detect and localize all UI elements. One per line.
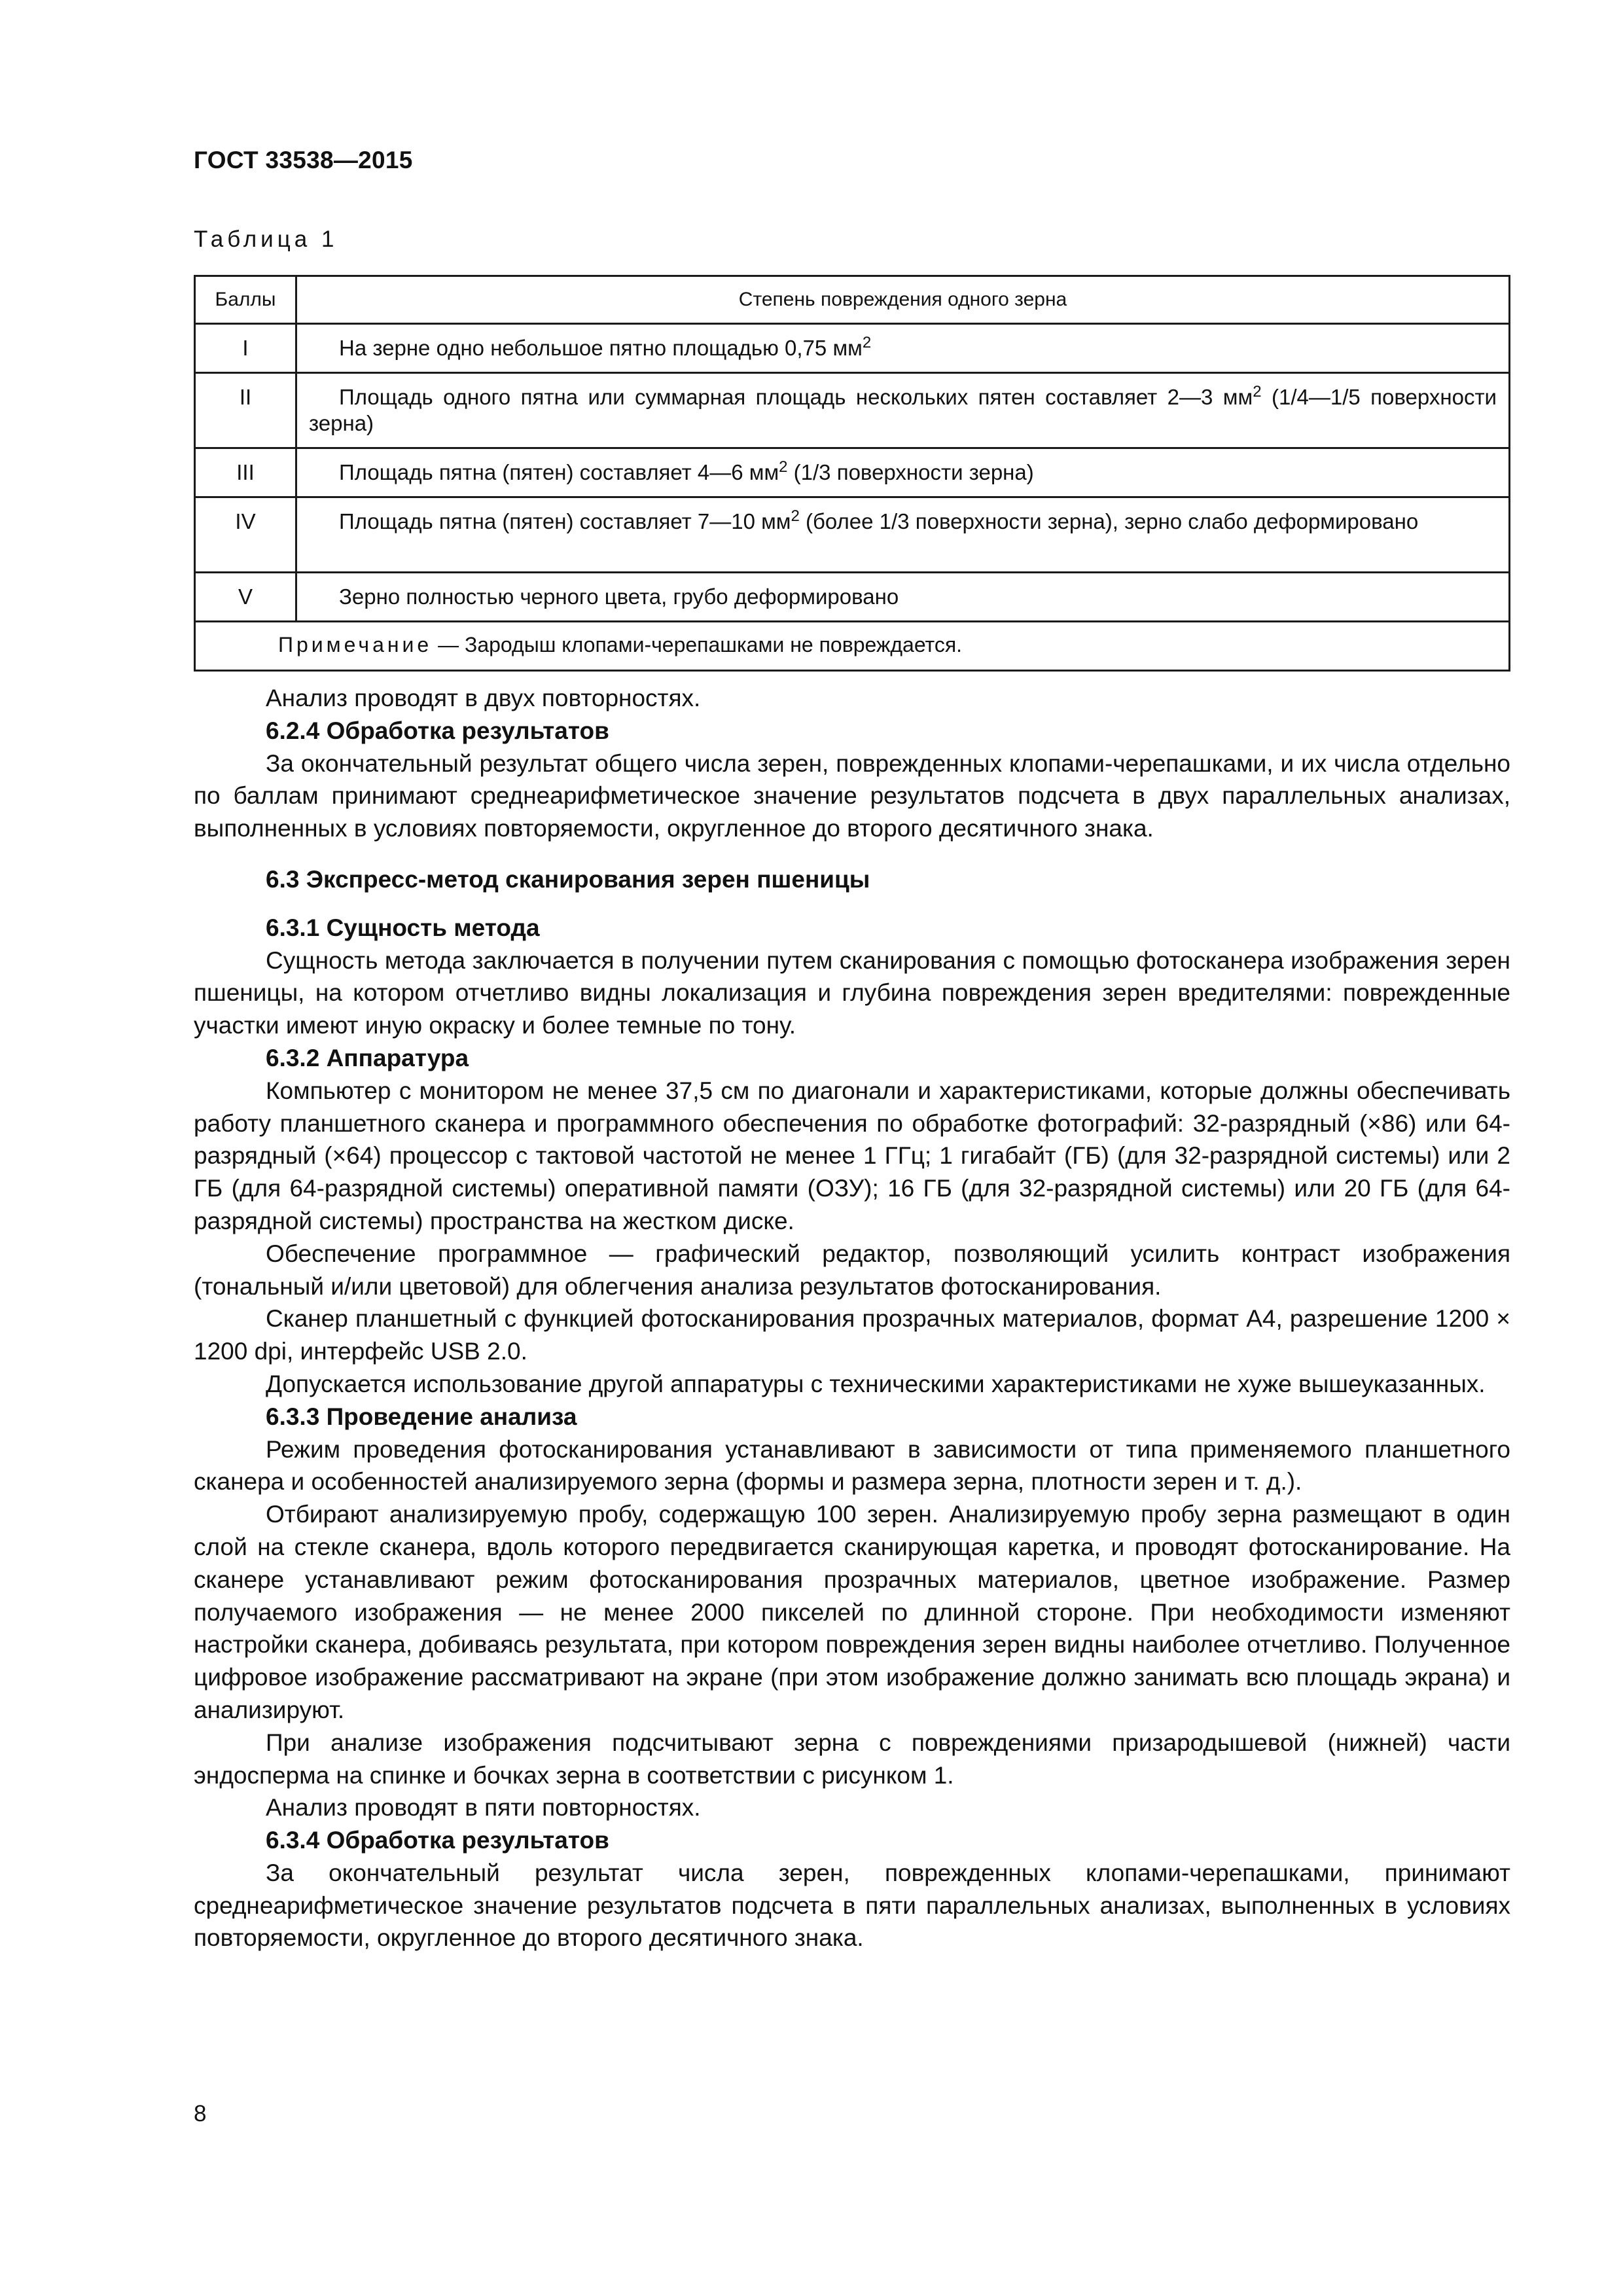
table-row [195, 448, 1510, 497]
description-text: Площадь одного пятна или суммарная площадь нескольких пятен составляет 2—3 мм [339, 385, 1253, 409]
table-row [195, 497, 1510, 573]
paragraph: Обеспечение программное — графический редактор, позволяющий усилить контраст изображения (тональный и/или цветовой) для облегчения анализа результатов фотосканирования. [194, 1240, 1510, 1300]
paragraph: Компьютер с монитором не менее 37,5 см по диагонали и характеристиками, которые должны обеспечивать работу планшетного сканера и программного обеспечения по обработке фотографий: 32-разрядный (×86) или 64-разрядный (×64) процессор с тактовой частотой не менее 1 ГГц; 1 гигабайт (ГБ) (для 32-разрядной системы) или 2 ГБ (для 64-разрядной системы) оперативной памяти (ОЗУ); 16 ГБ (для 32-разрядной системы) или 20 ГБ (для 64-разрядной системы) пространства на жестком диске. [194, 1077, 1510, 1234]
description-text: Площадь пятна (пятен) составляет 7—10 мм [339, 509, 791, 533]
description-tail: (более 1/3 поверхности зерна), зерно слабо деформировано [799, 509, 1419, 533]
section-heading-6-3-3: 6.3.3 Проведение анализа [266, 1403, 577, 1430]
paragraph: Анализ проводят в пяти повторностях. [266, 1794, 701, 1821]
note-label: Примечание [278, 633, 433, 656]
paragraph: Режим проведения фотосканирования устанавливают в зависимости от типа применяемого планшетного сканера и особенностей анализируемого зерна (формы и размера зерна, плотности зерен и т. д.). [194, 1435, 1510, 1496]
table-note [195, 622, 1510, 671]
description-text: На зерне одно небольшое пятно площадью 0,75 мм [339, 336, 863, 360]
superscript: 2 [791, 507, 800, 525]
paragraph: За окончательный результат числа зерен, поврежденных клопами-черепашками, принимают среднеарифметическое значение результатов подсчета в пяти параллельных анализах, выполненных в условиях повторяемости, округленное до второго десятичного знака. [194, 1859, 1510, 1952]
paragraph: Сущность метода заключается в получении путем сканирования с помощью фотосканера изображения зерен пшеницы, на котором отчетливо видны локализация и глубина повреждения зерен вредителями: поврежденные участки имеют иную окраску и более темные по тону. [194, 946, 1510, 1039]
superscript: 2 [779, 458, 788, 476]
paragraph: Допускается использование другой аппаратуры с техническими характеристиками не хуже вышеуказанных. [266, 1370, 1486, 1397]
description-text: Площадь пятна (пятен) составляет 4—6 мм [339, 460, 779, 484]
main-text [194, 682, 1510, 1954]
paragraph: Анализ проводят в двух повторностях. [266, 685, 701, 711]
page-number: 8 [194, 2101, 207, 2126]
section-heading-6-3: 6.3 Экспресс-метод сканирования зерен пшеницы [266, 865, 870, 893]
note-text: — Зародыш клопами-черепашками не повреждается. [432, 633, 963, 656]
table-row [195, 573, 1510, 622]
paragraph: Отбирают анализируемую пробу, содержащую 100 зерен. Анализируемую пробу зерна размещают в один слой на стекле сканера, вдоль которого передвигается сканирующая каретка, и проводят фотосканирование. На сканере устанавливают режим фотосканирования прозрачных материалов, цветное изображение. Размер получаемого изображения — не менее 2000 пикселей по длинной стороне. При необходимости изменяют настройки сканера, добиваясь результата, при котором повреждения зерен видны наиболее отчетливо. Полученное цифровое изображение рассматривают на экране (при этом изображение должно занимать всю площадь экрана) и анализируют. [194, 1501, 1510, 1723]
section-heading-6-3-4: 6.3.4 Обработка результатов [266, 1827, 609, 1854]
column-header-damage: Степень повреждения одного зерна [296, 276, 1510, 324]
paragraph: Сканер планшетный с функцией фотосканирования прозрачных материалов, формат А4, разрешение 1200 × 1200 dpi, интерфейс USB 2.0. [194, 1305, 1510, 1365]
table-row [195, 324, 1510, 373]
column-header-score: Баллы [195, 276, 296, 324]
score-cell: V [195, 573, 296, 622]
description-cell [296, 324, 1510, 373]
description-cell [296, 573, 1510, 622]
score-cell: I [195, 324, 296, 373]
score-cell: IV [195, 497, 296, 573]
paragraph: За окончательный результат общего числа зерен, поврежденных клопами-черепашками, и их числа отдельно по баллам принимают среднеарифметическое значение результатов подсчета в двух параллельных анализах, выполненных в условиях повторяемости, округленное до второго десятичного знака. [194, 749, 1510, 842]
table-caption: Таблица 1 [194, 226, 338, 252]
section-heading-6-2-4: 6.2.4 Обработка результатов [266, 717, 609, 744]
standard-header: ГОСТ 33538—2015 [194, 147, 413, 173]
description-cell [296, 373, 1510, 448]
section-heading-6-3-1: 6.3.1 Сущность метода [266, 914, 540, 941]
section-heading-6-3-2: 6.3.2 Аппаратура [266, 1044, 469, 1071]
superscript: 2 [862, 334, 872, 351]
paragraph: При анализе изображения подсчитывают зерна с повреждениями призародышевой (нижней) части эндосперма на спинке и бочках зерна в соответствии с рисунком 1. [194, 1729, 1510, 1789]
score-cell: II [195, 373, 296, 448]
description-tail: (1/4—1/5 поверхности зерна) [309, 385, 1497, 435]
description-text: Зерно полностью черного цвета, грубо деформировано [339, 584, 899, 609]
description-tail: (1/3 поверхности зерна) [787, 460, 1034, 484]
description-cell [296, 497, 1510, 573]
superscript: 2 [1253, 383, 1262, 401]
damage-scores-table [194, 275, 1510, 672]
table-note-row [195, 622, 1510, 671]
description-cell [296, 448, 1510, 497]
table-header-row [195, 276, 1510, 324]
table-row [195, 373, 1510, 448]
score-cell: III [195, 448, 296, 497]
